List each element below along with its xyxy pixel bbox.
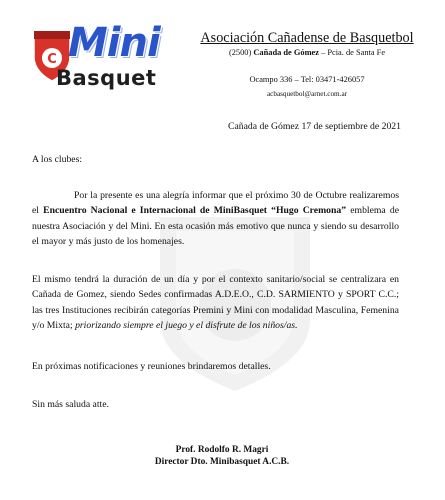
p2-italic: priorizando siempre el juego y el disfrute de los niños/as. — [75, 319, 298, 331]
minibasquet-logo — [32, 20, 172, 94]
paragraph-notice: En próximas notificaciones y reuniones brindaremos detalles. — [32, 361, 271, 372]
svg-text:C: C — [47, 52, 57, 67]
logo-word-mini: Mini — [68, 20, 160, 66]
org-email: acbasquetbol@arnet.com.ar — [266, 90, 348, 98]
org-address — [196, 47, 418, 59]
org-name: Asociación Cañadense de Basquetbol — [200, 30, 414, 46]
letterhead — [196, 30, 418, 99]
paragraph-announcement — [32, 188, 399, 249]
signature-block — [32, 445, 412, 468]
paragraph-details — [32, 272, 399, 333]
closing-line: Sin más saluda atte. — [32, 399, 109, 410]
province: – Pcia. de Santa Fe — [321, 48, 386, 57]
greeting: A los clubes: — [32, 154, 83, 165]
city: Cañada de Gómez — [253, 48, 319, 57]
p1-text-a: Por la presente es una alegría informar que el próximo 30 de Octubre realizaremos el — [32, 190, 399, 217]
signature-name: Prof. Rodolfo R. Magri — [175, 445, 269, 455]
signature-title: Director Dto. Minibasquet A.C.B. — [154, 456, 290, 467]
org-phone: Ocampo 336 – Tel: 03471-426057 — [249, 75, 365, 84]
letter-date: Cañada de Gómez 17 de septiembre de 2021 — [228, 121, 401, 132]
logo-word-basquet: Basquet — [56, 66, 157, 90]
event-name: Encuentro Nacional e Internacional de MiniBasquet “Hugo Cremona” — [43, 205, 347, 217]
postcode: (2500) — [228, 48, 252, 57]
p2-text: El mismo tendrá la duración de un día y por el contexto sanitario/social se centralizara en Cañada de Gomez, siendo Sedes confirmadas A.D.E.O., C.D. SARMIENTO y SPORT C.C.; las tres Instituciones recibirán categorías Premini y Mini con modalidad Masculina, Femenina y/o Mixta; — [32, 274, 399, 331]
p1-text-b: emblema de nuestra Asociación y del Mini. En esta ocasión más emotivo que nunca y siendo su desarrollo el mayor y más justo de los homenajes. — [32, 205, 399, 247]
